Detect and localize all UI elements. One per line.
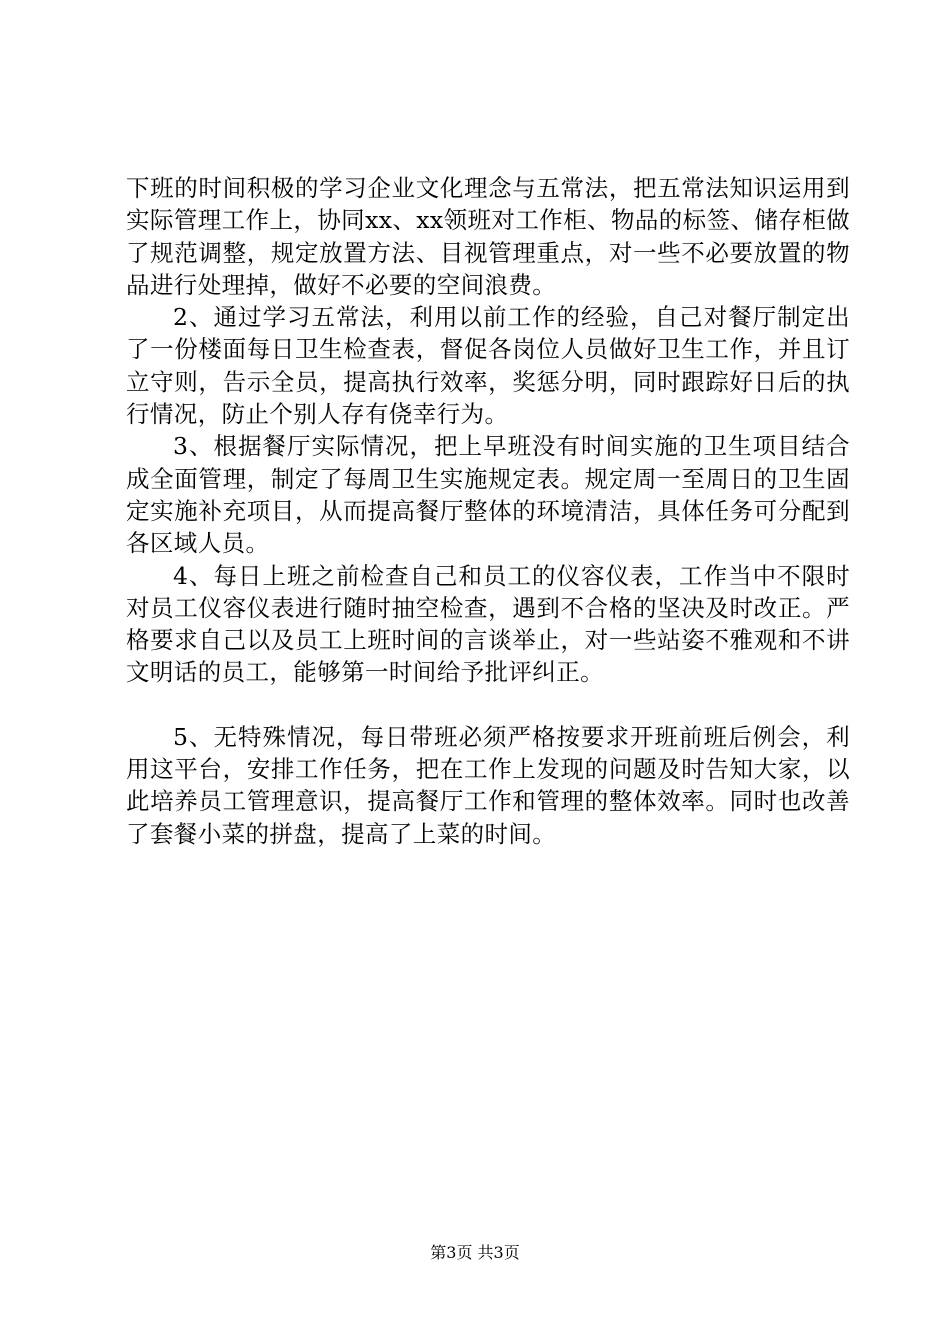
paragraph-item-2: 2、通过学习五常法，利用以前工作的经验，自己对餐厅制定出了一份楼面每日卫生检查表，督促各岗位人员做好卫生工作，并且订立守则，告示全员，提高执行效率，奖惩分明，同时跟踪好日后的执行情况，防止个别人存有侥幸行为。 — [126, 303, 850, 429]
paragraph-item-3: 3、根据餐厅实际情况，把上早班没有时间实施的卫生项目结合成全面管理，制定了每周卫生实施规定表。规定周一至周日的卫生固定实施补充项目，从而提高餐厅整体的环境清洁，具体任务可分配到各区域人员。 — [126, 432, 850, 558]
paragraph-continuation: 下班的时间积极的学习企业文化理念与五常法，把五常法知识运用到实际管理工作上，协同xx、xx领班对工作柜、物品的标签、储存柜做了规范调整，规定放置方法、目视管理重点，对一些不必要放置的物品进行处理掉，做好不必要的空间浪费。 — [126, 174, 850, 299]
page-number-footer: 第3页 共3页 — [430, 1243, 520, 1262]
paragraph-item-5: 5、无特殊情况，每日带班必须严格按要求开班前班后例会，利用这平台，安排工作任务，把在工作上发现的问题及时告知大家，以此培养员工管理意识，提高餐厅工作和管理的整体效率。同时也改善了套餐小菜的拼盘，提高了上菜的时间。 — [126, 722, 850, 848]
document-body — [126, 172, 850, 850]
paragraph-item-4: 4、每日上班之前检查自己和员工的仪容仪表，工作当中不限时对员工仪容仪表进行随时抽空检查，遇到不合格的坚决及时改正。严格要求自己以及员工上班时间的言谈举止，对一些站姿不雅观和不讲文明话的员工，能够第一时间给予批评纠正。 — [126, 561, 850, 687]
